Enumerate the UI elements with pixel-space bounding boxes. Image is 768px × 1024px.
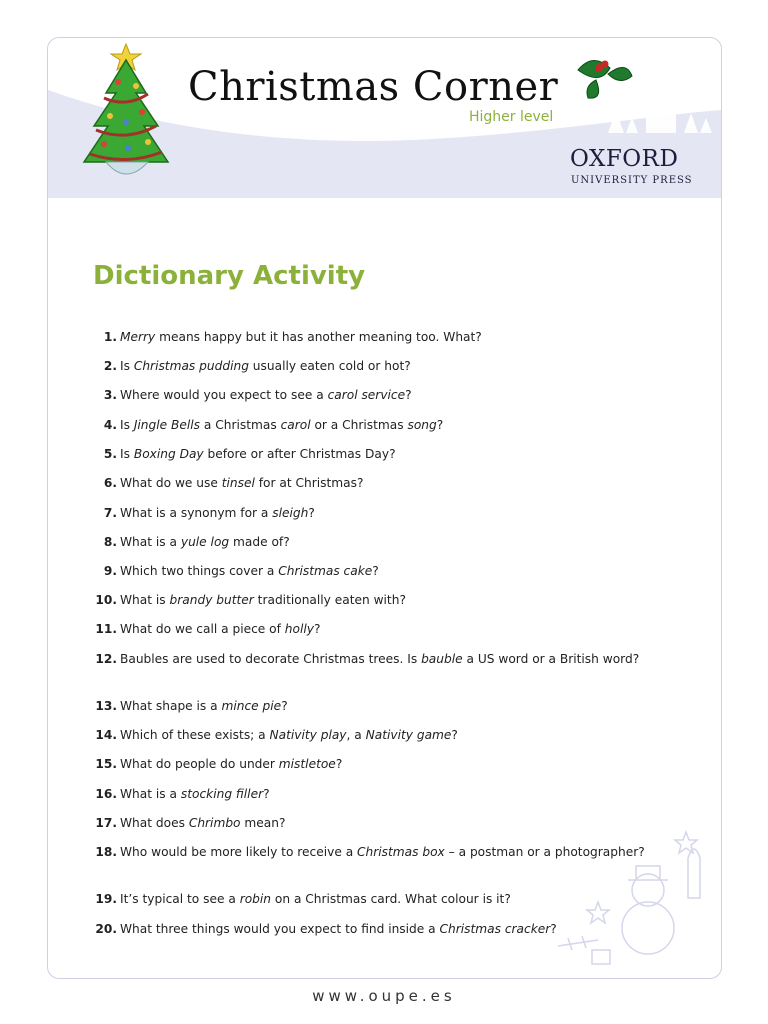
question-item — [93, 726, 680, 744]
activity-heading: Dictionary Activity — [93, 261, 366, 291]
question-text: What do we use — [120, 476, 222, 490]
question-number: 7. — [103, 506, 117, 520]
question-item — [93, 697, 680, 715]
question-text: ? — [281, 699, 288, 713]
question-text: Who would be more likely to receive a — [120, 845, 358, 859]
worksheet-card — [47, 37, 722, 979]
question-text: Which two things cover a — [120, 564, 279, 578]
question-text: It’s typical to see a — [120, 892, 240, 906]
question-text: What do we call a piece of — [120, 622, 285, 636]
question-term: mistletoe — [278, 757, 336, 771]
question-number: 6. — [103, 476, 117, 490]
question-term: Jingle Bells — [133, 418, 201, 432]
question-term: sleigh — [272, 506, 309, 520]
question-term: Nativity game — [365, 728, 452, 742]
question-number: 12. — [95, 652, 117, 666]
publisher-logo-university-press: UNIVERSITY PRESS — [571, 175, 693, 186]
question-number: 19. — [95, 892, 117, 906]
question-text: mean? — [240, 816, 286, 830]
footer-url: www.oupe.es — [312, 987, 456, 1005]
question-term: carol — [280, 418, 311, 432]
question-text: before or after Christmas Day? — [203, 447, 396, 461]
question-term: Boxing Day — [133, 447, 204, 461]
question-term: song — [407, 418, 437, 432]
question-term: yule log — [180, 535, 230, 549]
question-text: What is — [120, 593, 170, 607]
level-subtitle: Higher level — [469, 109, 554, 125]
question-text: What shape is a — [120, 699, 222, 713]
question-text: a US word or a British word? — [462, 652, 640, 666]
question-text: What do people do under — [120, 757, 279, 771]
question-text: What does — [120, 816, 189, 830]
question-number: 11. — [95, 622, 117, 636]
question-text: ? — [550, 922, 557, 936]
question-number: 13. — [95, 699, 117, 713]
question-term: robin — [239, 892, 272, 906]
question-text: , a — [346, 728, 366, 742]
question-text: traditionally eaten with? — [253, 593, 406, 607]
question-item — [93, 755, 680, 773]
question-term: tinsel — [221, 476, 255, 490]
question-number: 15. — [95, 757, 117, 771]
publisher-logo-oxford: OXFORD — [570, 146, 679, 172]
question-text: usually eaten cold or hot? — [248, 359, 411, 373]
question-term: stocking filler — [180, 787, 264, 801]
question-term: Christmas box — [357, 845, 445, 859]
question-text: – a postman or a photographer? — [444, 845, 645, 859]
question-item — [93, 474, 680, 492]
question-text: ? — [313, 622, 321, 636]
question-number: 4. — [103, 418, 117, 432]
question-number: 20. — [95, 922, 117, 936]
question-text: ? — [436, 418, 444, 432]
question-text: What three things would you expect to find inside a — [120, 922, 440, 936]
question-term: bauble — [421, 652, 463, 666]
question-term: Chrimbo — [188, 816, 241, 830]
question-text: ? — [451, 728, 458, 742]
question-number: 17. — [95, 816, 117, 830]
question-text: Where would you expect to see a — [120, 388, 328, 402]
question-text: Is — [120, 359, 134, 373]
question-number: 5. — [103, 447, 117, 461]
question-item — [93, 504, 680, 522]
question-item — [93, 591, 680, 609]
question-item — [93, 328, 680, 346]
question-text: or a Christmas — [310, 418, 408, 432]
question-text: a Christmas — [200, 418, 281, 432]
question-term: brandy butter — [169, 593, 254, 607]
question-item — [93, 357, 680, 375]
question-item — [93, 416, 680, 434]
question-text: on a Christmas card. What colour is it? — [271, 892, 511, 906]
question-term: Christmas pudding — [133, 359, 249, 373]
question-text: ? — [405, 388, 412, 402]
question-number: 9. — [103, 564, 117, 578]
question-term: Merry — [120, 330, 156, 344]
question-item — [93, 620, 680, 638]
question-number: 18. — [95, 845, 117, 859]
question-text: ? — [263, 787, 270, 801]
question-text: What is a synonym for a — [120, 506, 273, 520]
question-text: Is — [120, 418, 134, 432]
question-term: carol service — [327, 388, 406, 402]
question-term: mince pie — [221, 699, 282, 713]
question-term: holly — [284, 622, 314, 636]
question-text: means happy but it has another meaning too. What? — [155, 330, 482, 344]
question-number: 2. — [103, 359, 117, 373]
question-term: Christmas cracker — [439, 922, 551, 936]
question-text: for at Christmas? — [254, 476, 364, 490]
question-text: Is — [120, 447, 134, 461]
question-item — [93, 445, 680, 463]
page-title: Christmas Corner — [188, 64, 559, 110]
question-number: 1. — [103, 330, 117, 344]
question-item — [93, 386, 680, 404]
question-text: ? — [335, 757, 343, 771]
question-number: 3. — [103, 388, 117, 402]
question-text: ? — [308, 506, 315, 520]
holly-icon — [578, 60, 632, 98]
question-text: Which of these exists; a — [120, 728, 270, 742]
question-text: What is a — [120, 535, 181, 549]
question-item — [93, 650, 680, 668]
question-term: Christmas cake — [278, 564, 373, 578]
question-text: What is a — [120, 787, 181, 801]
question-term: Nativity play — [269, 728, 347, 742]
question-text: Baubles are used to decorate Christmas trees. Is — [120, 652, 422, 666]
header-banner — [48, 38, 721, 198]
question-item — [93, 533, 680, 551]
question-number: 14. — [95, 728, 117, 742]
snowman-watermark-icon — [488, 818, 708, 978]
question-text: made of? — [229, 535, 290, 549]
question-number: 10. — [95, 593, 117, 607]
question-text: ? — [372, 564, 379, 578]
question-number: 16. — [95, 787, 117, 801]
question-item — [93, 785, 680, 803]
question-item — [93, 562, 680, 580]
question-number: 8. — [103, 535, 117, 549]
